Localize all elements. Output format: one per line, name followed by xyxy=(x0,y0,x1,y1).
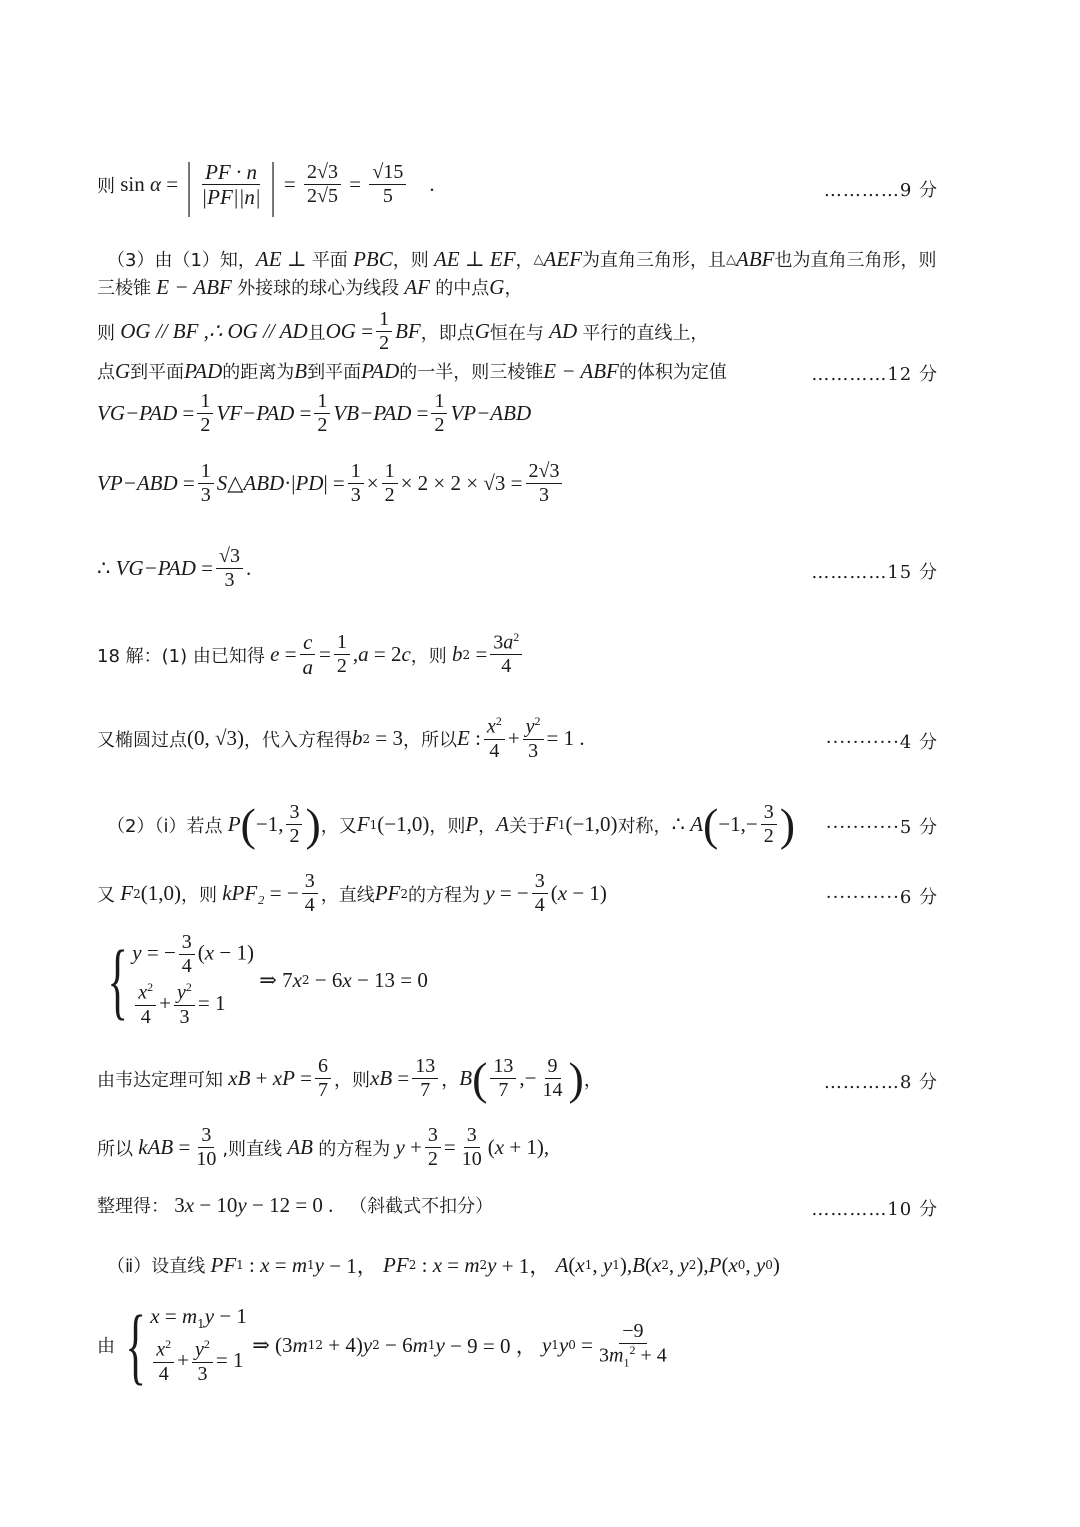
line-system2: 由 { $x = m_1y - 1$ $\frac{x^2}{4}$ + $\frac{y^2}{3}$ = 1 ⇒ (3 m 1 2 + 4) y 2 − 6 m 1 y − 9 = 0 ， y 1 y 0 = $\frac{-9}{3m_1^2 + 4}$ xyxy=(97,1297,667,1393)
text: 则 xyxy=(97,175,115,197)
line-kab: 所以 k AB = $\frac{3}{10}$ ,则直线 AB 的方程为 y + $\frac{3}{2}$ = $\frac{3}{10}$ ( x + 1), xyxy=(97,1124,550,1170)
line-sin-alpha: 则 sin α = | $\frac{PF \cdot n}{|PF||n|}$ | = $\frac{2√3}{2√5}$ = $\frac{√15}{5}$ . xyxy=(97,151,435,217)
line-ellipse-eq: 又椭圆过点 (0, √3) ，代入方程得 b 2 = 3 ，所以 E : $\frac{x^2}{4}$ + $\frac{y^2}{3}$ = 1 . xyxy=(97,714,585,762)
line-volume-result: ∴ V G−PAD = $\frac{√3}{3}$ . xyxy=(97,545,252,591)
line-system1: { y = − $\frac{3}{4}$ (x − 1) $\frac{x^2}{4}$ + $\frac{y^2}{3}$ = 1 ⇒ 7 x 2 − 6 x − 13 = 0 xyxy=(107,931,428,1028)
line-og-parallel: 则 OG // BF ,∴ OG // AD 且 OG = $\frac{1}{2}$ BF ，即点 G 恒在与 AD 平行的直线上， xyxy=(97,308,709,354)
score-15: …………15 分 xyxy=(811,562,938,583)
line-part2-i: （2）（ⅰ）若点 P ( −1, $\frac{3}{2}$ ) ，又 F 1 (−1,0) ，则 P ， A 关于 F 1 (−1,0) 对称， ∴ A ( −1,− $\frac{3}{2}$ ) xyxy=(107,799,796,850)
line-q18-part1: 18 解：(1) 由已知得 e = $\frac{c}{a}$ = $\frac{1}{2}$ , a = 2 c ，则 b 2 = $\frac{3a^2}{4}$ xyxy=(97,630,525,679)
score-8: …………8 分 xyxy=(823,1072,938,1093)
line-volume-chain: V G−PAD = $\frac{1}{2}$ V F−PAD = $\frac{1}{2}$ V B−PAD = $\frac{1}{2}$ V P−ABD xyxy=(97,390,532,436)
score-10: …………10 分 xyxy=(811,1199,938,1220)
score-9: …………9 分 xyxy=(823,180,938,201)
line-part2-ii: （ⅱ）设直线 PF 1 : x = m 1 y − 1， PF 2 : x = m 2 y + 1， A ( x 1 , y 1 ), B ( x 2 , y 2 ), P ( x 0 , y 0 ) xyxy=(107,1252,780,1278)
score-4: ···········4 分 xyxy=(825,732,938,753)
line-part3: （3）由（1）知， AE ⊥ 平面 PBC ，则 AE ⊥ EF ， △ AEF 为直角三角形，且 △ ABF 也为直角三角形，则 xyxy=(107,246,937,271)
line-sphere-center: 三棱锥 E − ABF 外接球的球心为线段 AF 的中点 G ， xyxy=(97,274,523,299)
line-volume-calc: V P−ABD = $\frac{1}{3}$ S △ABD ·| PD | = $\frac{1}{3}$ × $\frac{1}{2}$ × 2 × 2 × √3 = $\frac{2√3}{3}$ xyxy=(97,460,565,507)
line-pf2-eq: 又 F 2 (1,0) ，则 k PF₂ = − $\frac{3}{4}$ ，直线 PF 2 的方程为 y = − $\frac{3}{4}$ ( x − 1) xyxy=(97,870,607,916)
score-5: ···········5 分 xyxy=(825,817,938,838)
score-6: ···········6 分 xyxy=(825,887,938,908)
line-simplify: 整理得： 3 x − 10 y − 12 = 0 . （斜截式不扣分） xyxy=(97,1192,494,1217)
text: （3）由（1）知， xyxy=(107,250,256,271)
score-12: …………12 分 xyxy=(811,364,938,385)
line-distance: 点 G 到平面 PAD 的距离为 B 到平面 PAD 的一半，则三棱锥 E − ABF 的体积为定值 xyxy=(97,358,727,383)
line-vieta: 由韦达定理可知 x B + x P = $\frac{6}{7}$ ，则 x B = $\frac{13}{7}$ ， B ( $\frac{13}{7}$ ,− $\frac{9}{14}$ ) ， xyxy=(97,1053,602,1104)
